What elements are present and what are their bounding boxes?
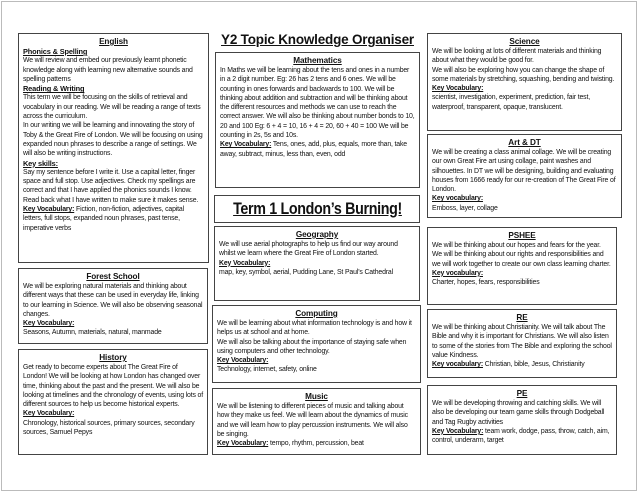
english-title: English [99, 37, 128, 46]
page-title: Y2 Topic Knowledge Organiser [221, 32, 414, 47]
art-text: We will be creating a class animal collage. We will be creating our own Great Fire art using collage, paint washes and silhouettes. In DT we will be designing, building and evaluating houses from 1666 ready for our re-creation of The Great Fire of London. [432, 149, 616, 194]
vocab-label: Key Vocabulary: [219, 259, 271, 267]
computing-title: Computing [295, 309, 338, 318]
forest-title: Forest School [86, 272, 140, 281]
vocab-label: Key Vocabulary: [23, 410, 75, 418]
science-text-1: We will be looking at lots of different materials and thinking about what they would be good for. [432, 48, 602, 65]
middle-column [212, 32, 421, 455]
computing-box [212, 305, 421, 383]
forest-text: We will be exploring natural materials and thinking about different ways that these can be used in everyday life, linking to our learning in Science. We will also be observing seasonal changes. [23, 283, 203, 318]
music-box [212, 388, 421, 455]
pe-text: We will be developing throwing and catching skills. We will also be developing our team game skills through Dodgeball and Tag Rugby activities [432, 400, 605, 426]
vocab-text: scientist, investigation, experiment, prediction, fair test, waterproof, transparent, opaque, translucent. [432, 94, 590, 111]
vocab-label: Key Vocabulary: [23, 320, 75, 328]
music-text: We will be listening to different pieces of music and talking about how they make us feel. We will learn about the dynamics of music and we will learn how to play percussion instruments. We will also be singing. [217, 403, 408, 438]
science-title: Science [509, 37, 540, 46]
vocab-label: Key vocabulary: [432, 269, 483, 277]
phonics-text: We will review and embed our previously learnt phonetic knowledge along with learning new alternative sounds and spelling patterns [23, 57, 193, 83]
maths-box [215, 52, 420, 188]
re-text: We will be thinking about Christianity. We will talk about The Bible and why it is important for Christians. We will also listen to some of the stories from The Bible and exploring the school value Kindness. [432, 324, 612, 359]
term-title: Term 1 London’s Burning! [232, 199, 402, 218]
geography-text: We will use aerial photographs to help us find our way around whilst we learn where the Great Fire of London started. [219, 241, 398, 258]
vocab-text: Tens, ones, add, plus, equals, more than, take away, subtract, minus, less than, even, odd [220, 141, 407, 158]
vocab-text: map, key, symbol, aerial, Pudding Lane, St Paul’s Cathedral [219, 268, 393, 276]
maths-title: Mathematics [293, 56, 342, 65]
english-box [18, 33, 209, 263]
vocab-text: Christian, bible, Jesus, Christianity [482, 361, 585, 369]
music-title: Music [305, 392, 328, 401]
geography-box [214, 226, 420, 301]
vocab-text: Seasons, Autumn, materials, natural, manmade [23, 329, 162, 337]
vocab-text: Emboss, layer, collage [432, 204, 498, 212]
re-box [427, 309, 617, 378]
art-title: Art & DT [508, 138, 541, 147]
pe-title: PE [516, 389, 528, 398]
vocab-text: Chronology, historical sources, primary sources, secondary sources, Samuel Pepys [23, 419, 195, 437]
skills-text: Say my sentence before I write it. Use a capital letter, finger space and full stop. Use adjectives. Check my spellings are correct and that I have applied the phonics sounds I know. Read back what I have written to make sure it makes sense. [23, 168, 199, 204]
computing-text-1: We will be learning about what information technology is and how it helps us at school and at home. [217, 320, 412, 337]
re-title: RE [516, 313, 528, 322]
pshee-title: PSHEE [508, 231, 536, 240]
science-box [427, 33, 622, 131]
pshee-box [427, 227, 617, 305]
pshee-text: We will be thinking about our hopes and fears for the year. We will be thinking about our rights and responsibilities and we will work together to create our own class learning charter. [432, 242, 611, 268]
history-title: History [99, 353, 127, 362]
phonics-heading: Phonics & Spelling [23, 47, 88, 56]
vocab-label: Key vocabulary: [432, 195, 483, 203]
vocab-label: Key Vocabulary: [432, 427, 484, 435]
vocab-label: Key Vocabulary: [23, 206, 75, 214]
forest-school-box [18, 268, 208, 344]
term-banner [214, 195, 420, 223]
reading-heading: Reading & Writing [23, 84, 85, 94]
geography-title: Geography [295, 230, 339, 239]
pe-box [427, 385, 617, 455]
vocab-label: Key Vocabulary: [220, 141, 272, 149]
vocab-text: Charter, hopes, fears, responsibilities [432, 279, 540, 287]
computing-text-2: We will also be talking about the importance of staying safe when using computers and other technology. [217, 338, 407, 355]
vocab-text: Technology, internet, safety, online [217, 366, 317, 374]
history-box [18, 349, 208, 455]
right-column [427, 33, 622, 455]
vocab-text: Fiction, non-fiction, adjectives, capital letters, full stops, expanded noun phrases, past tense, imperative verbs [23, 206, 184, 232]
vocab-label: Key Vocabulary: [432, 85, 484, 93]
writing-text: In our writing we will be learning and innovating the story of Toby & the Great Fire of London. We will be focusing on using expanded noun phrases to describe a range of settings. We will also be writing instructions. [23, 122, 203, 158]
maths-text: In Maths we will be learning about the tens and ones in a number in a 2 digit number. Eg: 26 has 2 tens and 6 ones. We will be counting in ones forwards and backwards to 100. We will be thinking about addition and subtraction and will be thinking about the different resources and methods we can use to reach the correct answer. We will also be thinking about number bonds to 10, 20 and 100 Eg: 6 + 4 = 10, 16 + 4 = 20, 60 + 40 = 100 We will be counting in 2s, 5s and 10s. [220, 67, 415, 140]
vocab-text: tempo, rhythm, percussion, beat [268, 440, 364, 448]
vocab-label: Key vocabulary: [432, 361, 483, 369]
vocab-text: team work, dodge, pass, throw, catch, aim, control, underarm, target [432, 427, 610, 445]
vocab-label: Key Vocabulary: [217, 357, 269, 365]
history-text: Get ready to become experts about The Great Fire of London! We will be looking at how London has changed over time, thinking about the past and the present. We will also be looking at timelines and the chronology of events, using lots of different sources to help us become historical experts. [23, 364, 204, 409]
science-text-2: We will also be exploring how you can change the shape of some materials by stretching, squashing, bending and twisting. [432, 66, 615, 83]
skills-heading: Key skills: [23, 158, 58, 168]
vocab-label: Key Vocabulary: [217, 440, 269, 448]
left-column [18, 33, 209, 455]
art-dt-box [427, 134, 622, 218]
reading-text: This term we will be focusing on the skills of retrieval and vocabulary in our reading. We will be reading a range of texts across the curriculum. [23, 94, 201, 121]
